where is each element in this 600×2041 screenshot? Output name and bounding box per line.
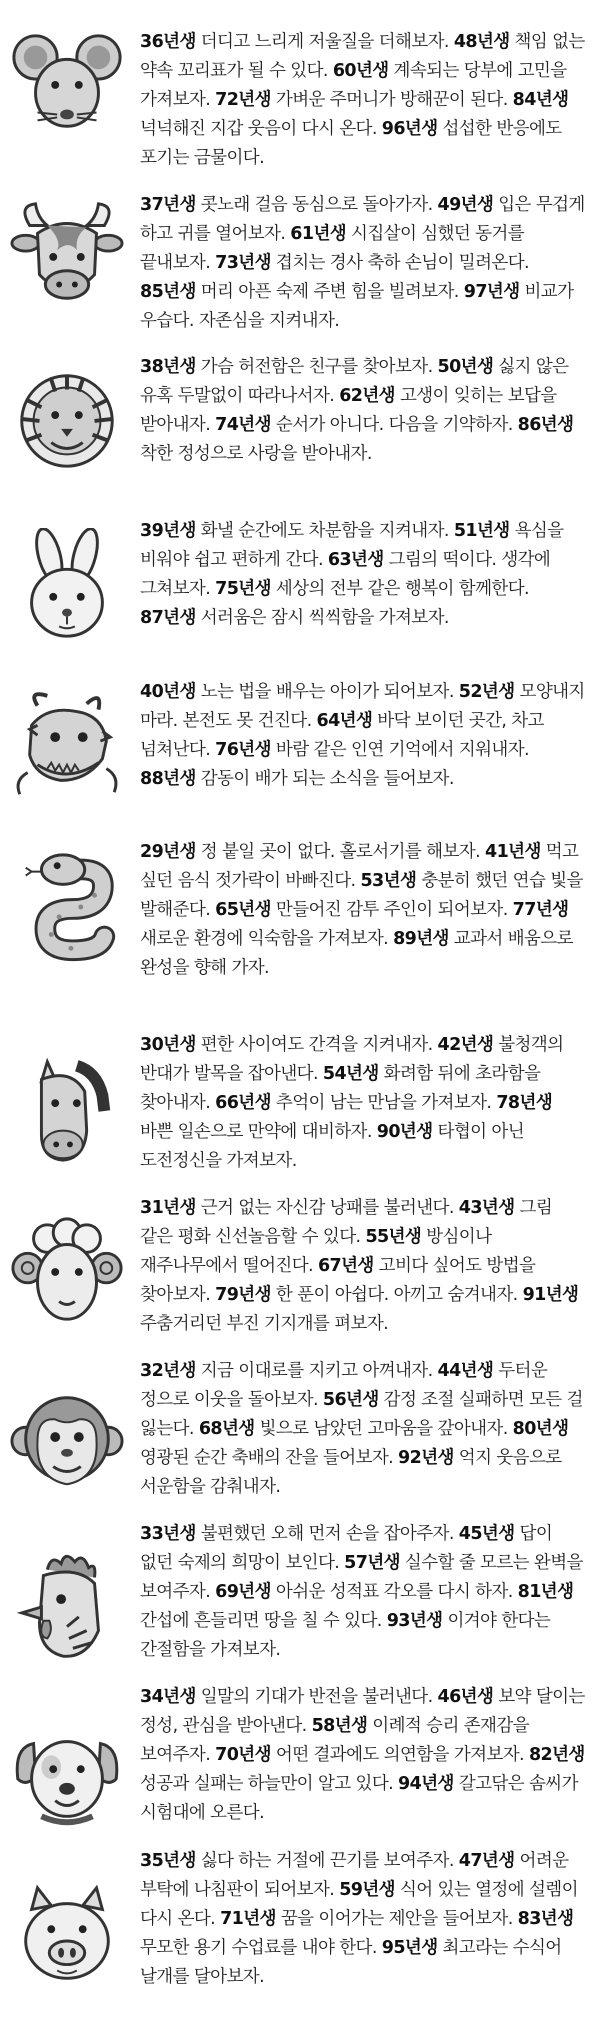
rat-icon [8, 24, 126, 142]
dragon-icon [8, 686, 126, 804]
snake-icon [8, 848, 126, 966]
fortune-text: 32년생 지금 이대로를 지키고 아껴내자. 44년생 두터운 정으로 이웃을 돌아보자. 56년생 감정 조절 실패하면 모든 걸 잃는다. 68년생 빛으로 남았던 고마움을 갚아내자. 80년생 영광된 순간 축배의 잔을 들어보자. 92년생 억지 웃음으로 서운함을 감춰내자. [140, 1361, 583, 1497]
rooster-icon [8, 1548, 126, 1666]
monkey-icon [8, 1382, 126, 1500]
fortune-text: 31년생 근거 없는 자신감 낭패를 불러낸다. 43년생 그림 같은 평화 신선놀음할 수 있다. 55년생 방심이나 재주나무에서 떨어진다. 67년생 고비다 싶어도 방법을 찾아보자. 79년생 한 푼이 아쉽다. 아끼고 숨겨내자. 91년생 주춤거리던 부진 기지개를 펴보자. [140, 1198, 579, 1334]
fortune-text: 40년생 노는 법을 배우는 아이가 되어보자. 52년생 모양내지 마라. 본전도 못 건진다. 64년생 바닥 보이던 곳간, 차고 넘쳐난다. 76년생 바람 같은 인연 기억에서 지워내자. 88년생 감동이 배가 되는 소식을 들어보자. [140, 682, 585, 789]
dog-icon [8, 1718, 126, 1836]
ox-icon [8, 196, 126, 314]
tiger-icon [8, 360, 126, 478]
pig-icon [8, 1880, 126, 1998]
rabbit-icon [8, 528, 126, 646]
sheep-icon [8, 1213, 126, 1331]
fortune-text: 30년생 편한 사이여도 간격을 지켜내자. 42년생 불청객의 반대가 발목을 잡아낸다. 54년생 화려함 뒤에 초라함을 찾아내자. 66년생 추억이 남는 만남을 가져보자. 78년생 바쁜 일손으로 만약에 대비하자. 90년생 타협이 아닌 도전정신을 가져보자. [140, 1035, 564, 1171]
fortune-text: 38년생 가슴 허전함은 친구를 찾아보자. 50년생 싫지 않은 유혹 두말없이 따라나서자. 62년생 고생이 잊히는 보답을 받아내자. 74년생 순서가 아니다. 다음을 기약하자. 86년생 착한 정성으로 사랑을 받아내자. [140, 357, 574, 464]
fortune-text: 36년생 더디고 느리게 저울질을 더해보자. 48년생 책임 없는 약속 꼬리표가 될 수 있다. 60년생 계속되는 당부에 고민을 가져보자. 72년생 가벼운 주머니가 방해꾼이 된다. 84년생 넉넉해진 지갑 웃음이 다시 온다. 96년생 섭섭한 반응에도 포기는 금물이다. [140, 32, 585, 168]
fortune-text: 39년생 화낼 순간에도 차분함을 지켜내자. 51년생 욕심을 비워야 쉽고 편하게 간다. 63년생 그림의 떡이다. 생각에 그쳐보자. 75년생 세상의 전부 같은 행복이 함께한다. 87년생 서러움은 잠시 씩씩함을 가져보자. [140, 521, 564, 628]
horse-icon [8, 1052, 126, 1170]
fortune-text: 34년생 일말의 기대가 반전을 불러낸다. 46년생 보약 달이는 정성, 관심을 받아낸다. 58년생 이례적 승리 존재감을 보여주자. 70년생 어떤 결과에도 의연함을 가져보자. 82년생 성공과 실패는 하늘만이 알고 있다. 94년생 갈고닦은 솜씨가 시험대에 오른다. [140, 1687, 585, 1823]
fortune-text: 37년생 콧노래 걸음 동심으로 돌아가자. 49년생 입은 무겁게 하고 귀를 열어보자. 61년생 시집살이 심했던 동거를 끝내보자. 73년생 겹치는 경사 축하 손님이 밀려온다. 85년생 머리 아픈 숙제 주변 힘을 빌려보자. 97년생 비교가 우습다. 자존심을 지켜내자. [140, 195, 585, 331]
fortune-text: 35년생 싫다 하는 거절에 끈기를 보여주자. 47년생 어려운 부탁에 나침판이 되어보자. 59년생 식어 있는 열정에 설렘이 다시 온다. 71년생 꿈을 이어가는 제안을 들어보자. 83년생 무모한 용기 수업료를 내야 한다. 95년생 최고라는 수식어 날개를 달아보자. [140, 1851, 578, 1987]
fortune-text: 33년생 불편했던 오해 먼저 손을 잡아주자. 45년생 답이 없던 숙제의 희망이 보인다. 57년생 실수할 줄 모르는 완벽을 보여주자. 69년생 아쉬운 성적표 각오를 다시 하자. 81년생 간섭에 흔들리면 땅을 칠 수 있다. 93년생 이겨야 한다는 간절함을 가져보자. [140, 1524, 583, 1660]
fortune-text: 29년생 정 붙일 곳이 없다. 홀로서기를 해보자. 41년생 먹고 싶던 음식 젓가락이 바빠진다. 53년생 충분히 했던 연습 빛을 발해준다. 65년생 만들어진 감투 주인이 되어보자. 77년생 새로운 환경에 익숙함을 가져보자. 89년생 교과서 배움으로 완성을 향해 가자. [140, 842, 583, 978]
